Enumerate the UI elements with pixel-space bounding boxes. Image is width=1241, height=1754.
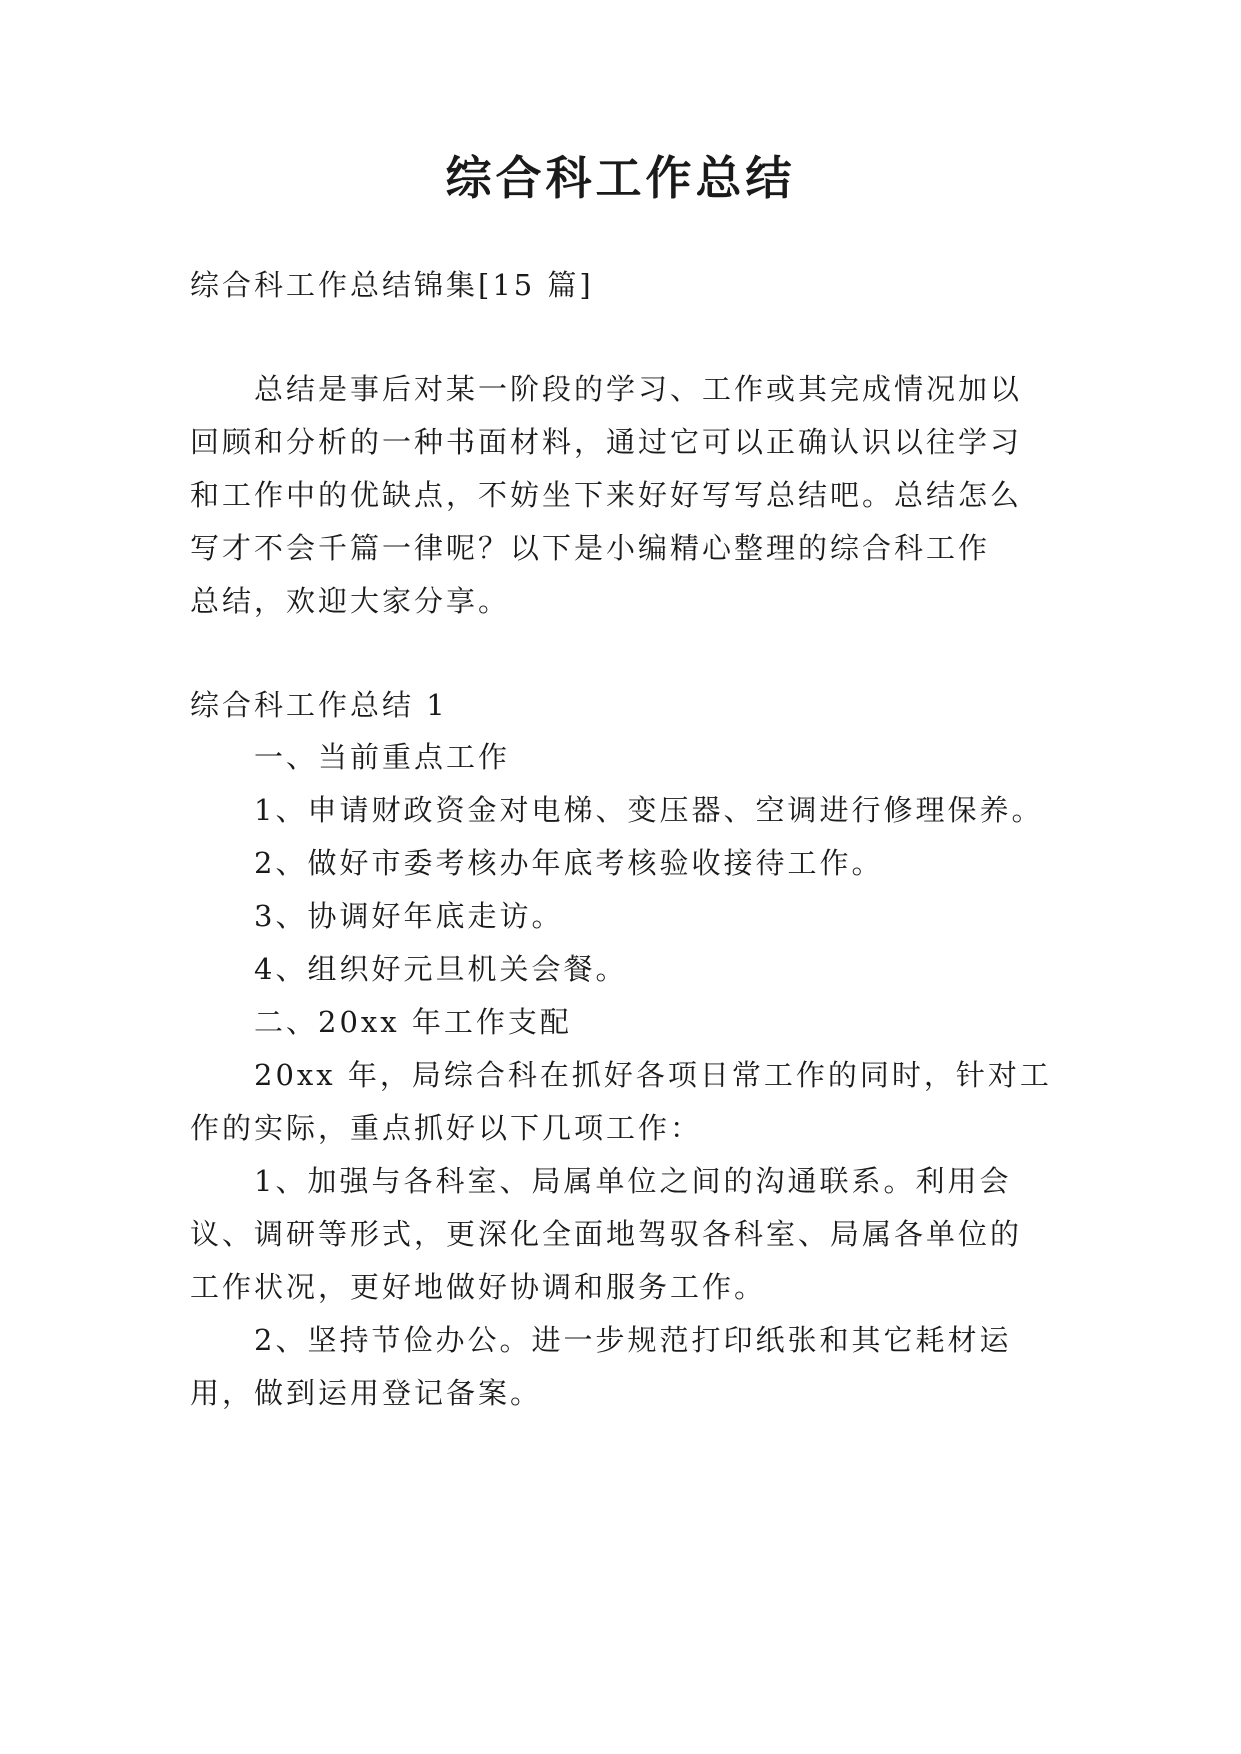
part-heading: 二、20xx 年工作支配 — [254, 1005, 572, 1039]
intro-line: 写才不会千篇一律呢？以下是小编精心整理的综合科工作 — [190, 531, 991, 565]
list-item: 1、申请财政资金对电梯、变压器、空调进行修理保养。 — [254, 793, 1044, 827]
paragraph-line: 1、加强与各科室、局属单位之间的沟通联系。利用会 — [254, 1164, 1012, 1198]
intro-line: 和工作中的优缺点，不妨坐下来好好写写总结吧。总结怎么 — [190, 478, 1023, 512]
document-subtitle: 综合科工作总结锦集[15 篇] — [190, 268, 594, 302]
list-item: 3、协调好年底走访。 — [254, 899, 564, 933]
intro-line: 回顾和分析的一种书面材料，通过它可以正确认识以往学习 — [190, 425, 1023, 459]
paragraph-line: 工作状况，更好地做好协调和服务工作。 — [190, 1270, 767, 1304]
paragraph-line: 议、调研等形式，更深化全面地驾驭各科室、局属各单位的 — [190, 1217, 1023, 1251]
part-heading: 一、当前重点工作 — [254, 740, 511, 774]
paragraph-line: 作的实际，重点抓好以下几项工作： — [190, 1111, 703, 1145]
intro-line: 总结，欢迎大家分享。 — [190, 584, 511, 618]
section-heading: 综合科工作总结 1 — [190, 688, 448, 722]
paragraph-line: 20xx 年，局综合科在抓好各项日常工作的同时，针对工 — [254, 1058, 1052, 1092]
intro-line: 总结是事后对某一阶段的学习、工作或其完成情况加以 — [254, 372, 1023, 406]
document-title: 综合科工作总结 — [445, 151, 796, 205]
list-item: 4、组织好元旦机关会餐。 — [254, 952, 628, 986]
list-item: 2、做好市委考核办年底考核验收接待工作。 — [254, 846, 884, 880]
paragraph-line: 用，做到运用登记备案。 — [190, 1376, 543, 1410]
paragraph-line: 2、坚持节俭办公。进一步规范打印纸张和其它耗材运 — [254, 1323, 1012, 1357]
